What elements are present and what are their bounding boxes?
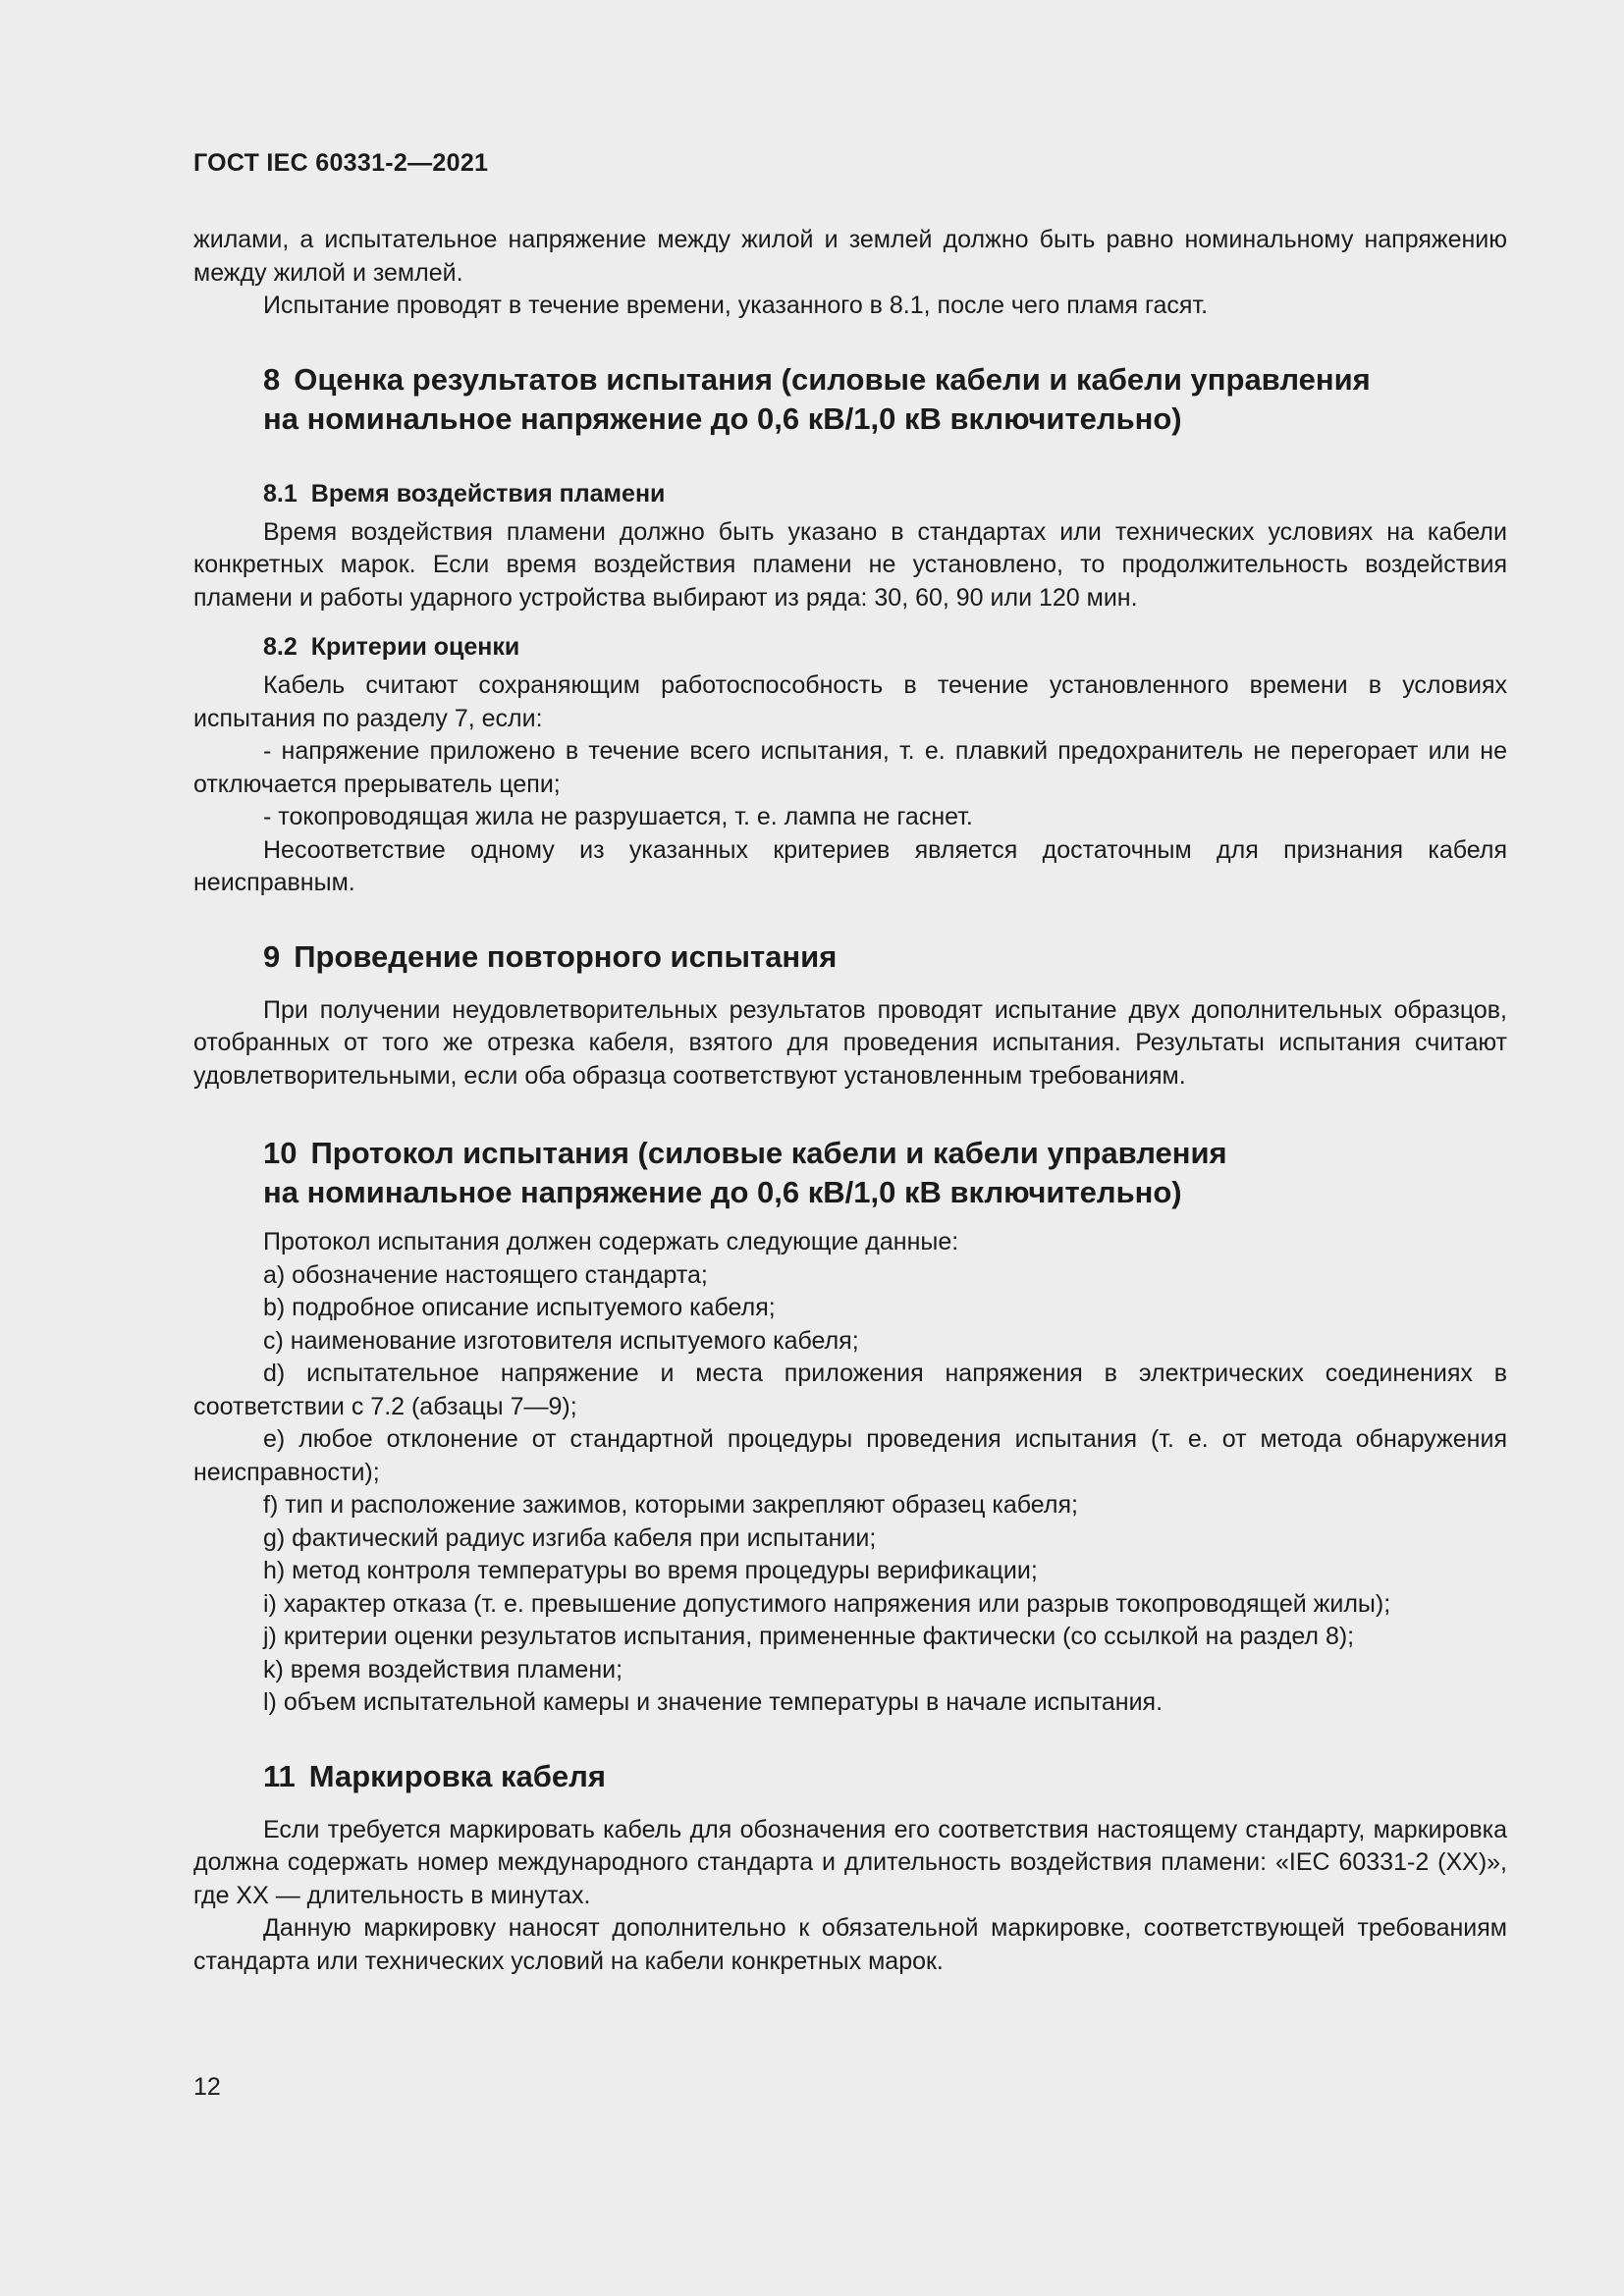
section-10-item-f: f) тип и расположение зажимов, которыми закрепляют образец кабеля; bbox=[263, 1491, 1078, 1519]
section-10-item-c: c) наименование изготовителя испытуемого кабеля; bbox=[263, 1326, 859, 1355]
section-8-title-line1: Оценка результатов испытания (силовые кабели и кабели управления bbox=[294, 361, 1371, 397]
section-10-item-l: l) объем испытательной камеры и значение температуры в начале испытания. bbox=[263, 1688, 1164, 1716]
section-10-item-j: j) критерии оценки результатов испытания, примененные фактически (со ссылкой на раздел 8); bbox=[263, 1623, 1355, 1650]
section-10-item-i: i) характер отказа (т. е. превышение допустимого напряжения или разрыв токопроводящей жилы); bbox=[263, 1589, 1391, 1618]
intro-paragraph-1: жилами, а испытательное напряжение между жилой и землей должно быть равно номинальному напряжению между жилой и землей. bbox=[193, 226, 1507, 287]
section-11-text-1: Если требуется маркировать кабель для обозначения его соответствия настоящему стандарту, маркировка должна содержать номер международного стандарта и длительность воздействия пламени: «IEC 60331-2 (XX)», где XX — длительность в минутах. bbox=[193, 1815, 1507, 1909]
section-8-1-text: Время воздействия пламени должно быть указано в стандартах или технических условиях на кабели конкретных марок. Если время воздействия пламени не установлено, то продолжительность воздействия пламени и работы ударного устройства выбирают из ряда: 30, 60, 90 или 120 мин. bbox=[193, 517, 1507, 612]
section-10-item-b: b) подробное описание испытуемого кабеля; bbox=[263, 1294, 776, 1321]
section-8-heading bbox=[193, 360, 1507, 439]
section-10-title-line1: Протокол испытания (силовые кабели и кабели управления bbox=[310, 1136, 1227, 1170]
section-11-title: Маркировка кабеля bbox=[308, 1758, 606, 1793]
section-8-2-text: Кабель считают сохраняющим работоспособность в течение установленного времени в условиях испытания по разделу 7, если: bbox=[193, 671, 1507, 732]
section-8-2-heading bbox=[193, 631, 1507, 664]
section-8-number: 8 bbox=[263, 361, 281, 397]
section-10-item-k: k) время воздействия пламени; bbox=[263, 1655, 623, 1683]
section-11-heading bbox=[193, 1757, 1507, 1796]
section-10-item-g: g) фактический радиус изгиба кабеля при испытании; bbox=[263, 1523, 877, 1552]
document-header: ГОСТ IEC 60331-2—2021 bbox=[193, 149, 489, 177]
section-10-item-e: e) любое отклонение от стандартной процедуры проведения испытания (т. е. от метода обнаружения неисправности); bbox=[193, 1425, 1507, 1486]
page-content bbox=[193, 224, 1507, 1978]
section-11-text-2: Данную маркировку наносят дополнительно к обязательной маркировке, соответствующей требованиям стандарта или технических условий на кабели конкретных марок. bbox=[193, 1914, 1507, 1975]
section-8-2-title: Критерии оценки bbox=[310, 633, 520, 661]
section-8-2-bullet-2: - токопроводящая жила не разрушается, т. е. лампа не гаснет. bbox=[263, 803, 973, 830]
section-8-2-number: 8.2 bbox=[263, 633, 298, 661]
page-number: 12 bbox=[193, 2073, 221, 2101]
section-8-title-line2: на номинальное напряжение до 0,6 кВ/1,0 кВ включительно) bbox=[263, 400, 1182, 436]
section-10-number: 10 bbox=[263, 1136, 298, 1170]
section-8-2-text-2: Несоответствие одному из указанных критериев является достаточным для признания кабеля неисправным. bbox=[193, 835, 1507, 896]
section-8-1-title: Время воздействия пламени bbox=[310, 479, 666, 507]
section-9-title: Проведение повторного испытания bbox=[294, 938, 838, 974]
section-10-item-d: d) испытательное напряжение и места приложения напряжения в электрических соединениях в соответствии с 7.2 (абзацы 7—9); bbox=[193, 1360, 1507, 1420]
section-10-title-line2: на номинальное напряжение до 0,6 кВ/1,0 кВ включительно) bbox=[263, 1175, 1182, 1209]
section-10-item-a: a) обозначение настоящего стандарта; bbox=[263, 1260, 708, 1289]
section-9-number: 9 bbox=[263, 938, 281, 974]
section-10-item-h: h) метод контроля температуры во время процедуры верификации; bbox=[263, 1557, 1038, 1584]
section-11-number: 11 bbox=[263, 1758, 296, 1793]
section-8-2-bullet-1: - напряжение приложено в течение всего испытания, т. е. плавкий предохранитель не перегорает или не отключается прерыватель цепи; bbox=[193, 737, 1507, 798]
section-8-1-number: 8.1 bbox=[263, 479, 298, 507]
intro-paragraph-2: Испытание проводят в течение времени, указанного в 8.1, после чего пламя гасят. bbox=[263, 292, 1209, 319]
section-10-heading bbox=[193, 1134, 1507, 1212]
section-10-intro: Протокол испытания должен содержать следующие данные: bbox=[263, 1228, 959, 1255]
section-9-heading bbox=[193, 937, 1507, 977]
section-9-text: При получении неудовлетворительных результатов проводят испытание двух дополнительных образцов, отобранных от того же отрезка кабеля, взятого для проведения испытания. Результаты испытания считают удовлетворительными, если оба образца соответствуют установленным требованиям. bbox=[193, 995, 1507, 1090]
section-8-1-heading bbox=[193, 478, 1507, 510]
